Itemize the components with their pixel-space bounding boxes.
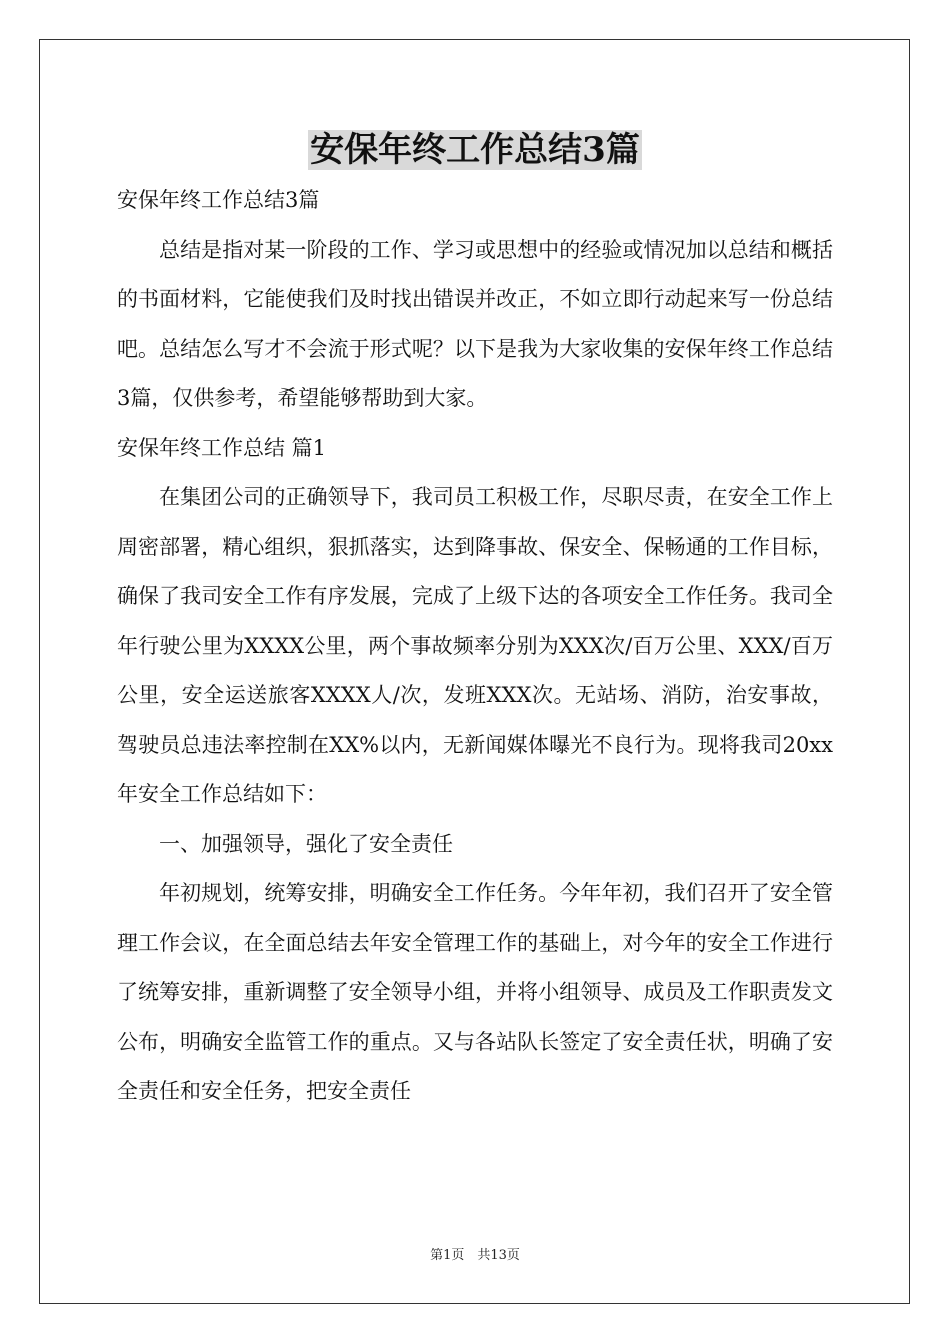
document-title-text: 安保年终工作总结3篇 [310, 130, 640, 170]
paragraph-subtitle: 安保年终工作总结3篇 [117, 188, 320, 212]
section-heading-part1: 安保年终工作总结 篇1 [117, 435, 327, 460]
page-number: 第1页 共13页 [430, 1248, 520, 1263]
paragraph-intro: 总结是指对某一阶段的工作、学习或思想中的经验或情况加以总结和概括的书面材料，它能使我们及时找出错误并改正，不如立即行动起来写一份总结吧。总结怎么写才不会流于形式呢？以下是我为大家收集的安保年终工作总结3篇，仅供参考，希望能够帮助到大家。 [117, 237, 833, 410]
document-body [117, 176, 833, 1117]
paragraph-overview: 在集团公司的正确领导下，我司员工积极工作，尽职尽责，在安全工作上周密部署，精心组织，狠抓落实，达到降事故、保安全、保畅通的工作目标，确保了我司安全工作有序发展，完成了上级下达的各项安全工作任务。我司全年行驶公里为XXXX公里，两个事故频率分别为XXX次/百万公里、XXX/百万公里，安全运送旅客XXXX人/次，发班XXX次。无站场、消防，治安事故，驾驶员总违法率控制在XX%以内，无新闻媒体曝光不良行为。现将我司20xx年安全工作总结如下： [117, 485, 833, 806]
document-title [0, 128, 950, 172]
section-heading-leadership: 一、加强领导，强化了安全责任 [159, 831, 453, 856]
page-footer [0, 1247, 950, 1265]
paragraph-planning: 年初规划，统筹安排，明确安全工作任务。今年年初，我们召开了安全管理工作会议，在全面总结去年安全管理工作的基础上，对今年的安全工作进行了统筹安排，重新调整了安全领导小组，并将小组领导、成员及工作职责发文公布，明确安全监管工作的重点。又与各站队长签定了安全责任状，明确了安全责任和安全任务，把安全责任 [117, 881, 833, 1103]
